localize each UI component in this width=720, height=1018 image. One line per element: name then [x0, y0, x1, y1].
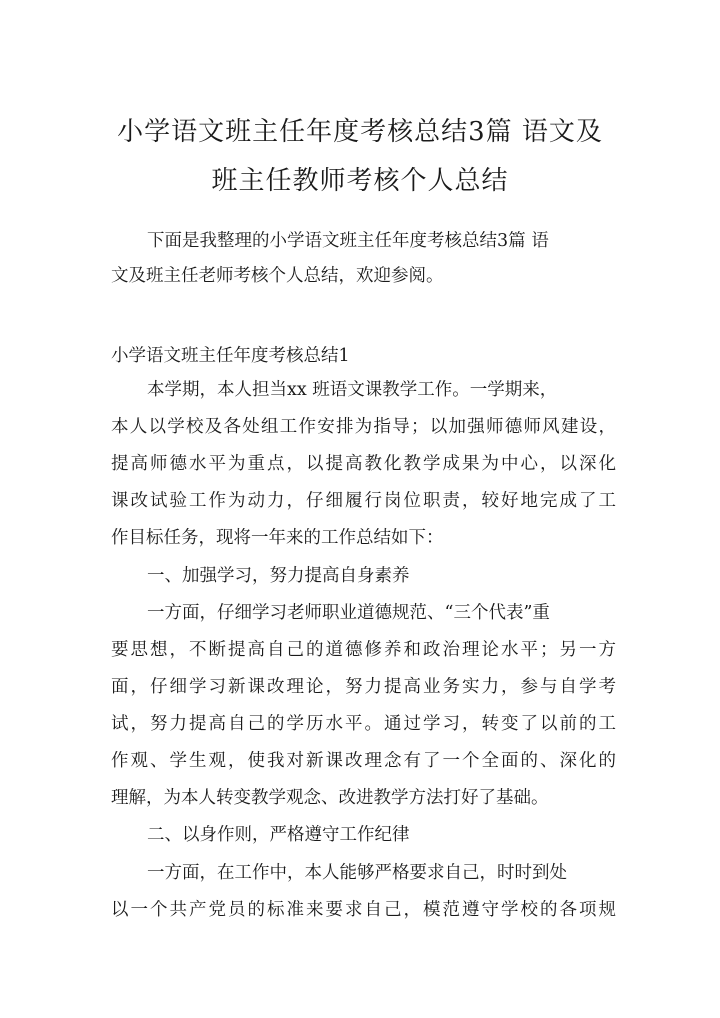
body-line-3: 提高师德水平为重点，以提高教化教学成果为中心，以深化 [111, 454, 616, 474]
body-line-5: 作目标任务，现将一年来的工作总结如下： [111, 528, 444, 548]
intro-line-1: 下面是我整理的小学语文班主任年度考核总结3篇 语 [147, 231, 549, 251]
body-line-9: 面，仔细学习新课改理论，努力提高业务实力，参与自学考 [111, 677, 616, 697]
subheading-2: 二、以身作则，严格遵守工作纪律 [147, 825, 410, 845]
subheading-1: 一、加强学习，努力提高自身素养 [147, 566, 410, 586]
section-heading: 小学语文班主任年度考核总结1 [111, 346, 350, 366]
body-line-10: 试，努力提高自己的学历水平。通过学习，转变了以前的工 [111, 714, 616, 734]
body-line-8: 要思想，不断提高自己的道德修养和政治理论水平；另一方 [111, 640, 616, 660]
document-title-line-2: 班主任教师考核个人总结 [211, 166, 509, 196]
body-line-15: 以一个共产党员的标准来要求自己，模范遵守学校的各项规 [111, 900, 616, 920]
intro-line-2: 文及班主任老师考核个人总结，欢迎参阅。 [111, 266, 444, 286]
body-line-7: 一方面，仔细学习老师职业道德规范、“三个代表”重 [147, 603, 550, 623]
body-line-4: 课改试验工作为动力，仔细履行岗位职责，较好地完成了工 [111, 491, 616, 511]
body-line-11: 作观、学生观，使我对新课改理念有了一个全面的、深化的 [111, 751, 616, 771]
body-line-1: 本学期，本人担当xx 班语文课教学工作。一学期来， [147, 380, 558, 400]
body-line-14: 一方面，在工作中，本人能够严格要求自己，时时到处 [147, 863, 567, 883]
body-line-2: 本人以学校及各处组工作安排为指导；以加强师德师风建设， [111, 417, 616, 437]
document-title-line-1: 小学语文班主任年度考核总结3篇 语文及 [117, 117, 603, 147]
body-line-12: 理解，为本人转变教学观念、改进教学方法打好了基础。 [111, 788, 549, 808]
